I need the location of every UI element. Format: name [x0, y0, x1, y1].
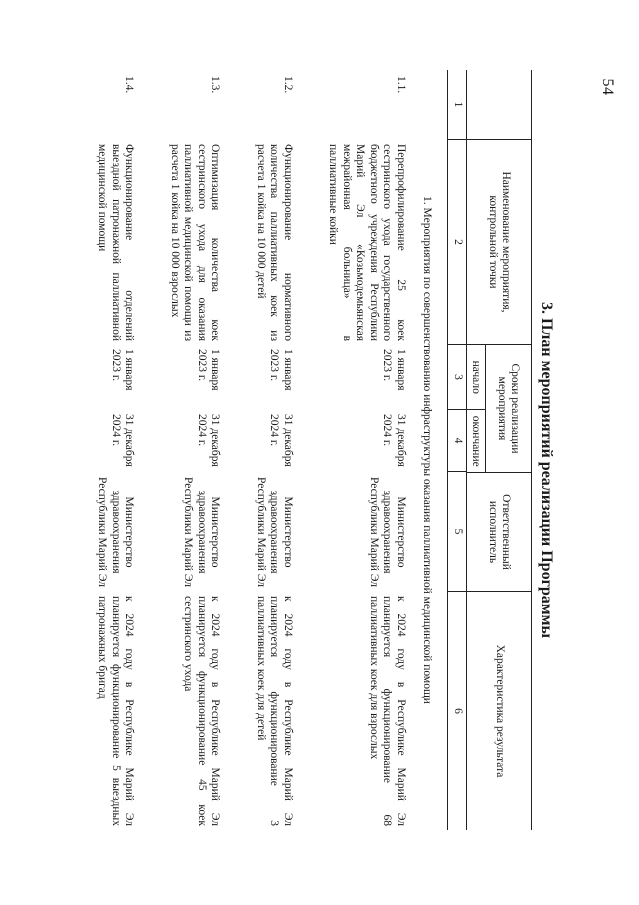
row-result: к 2024 году в Республике Марий Эл планируется функционирование 45 коек сестринского ухода	[182, 596, 222, 826]
table-row	[224, 70, 297, 830]
row-measure-name: Функционирование нормативного количества паллиативных коек из расчета 1 койка на 10 000 детей	[255, 144, 294, 341]
row-measure-name: Оптимизация количества коек сестринского ухода для оказания паллиативной медицинской помощи из расчета 1 койка на 10 000 взрослых	[169, 144, 222, 341]
table-header	[466, 70, 532, 830]
column-number: 5	[448, 472, 466, 592]
row-number: 1.4.	[123, 76, 136, 94]
table-row	[65, 70, 138, 830]
row-start-date: 1 января 2023 г.	[196, 349, 222, 391]
header-start: начало	[467, 345, 485, 410]
row-responsible: Министерство здравоохранения Республики Марий Эл	[96, 476, 136, 587]
page-number: 54	[599, 78, 616, 96]
table-row	[296, 70, 409, 830]
header-number-cell	[467, 70, 531, 140]
row-end-date: 31 декабря 2024 г.	[196, 414, 222, 467]
plan-table	[65, 70, 532, 830]
column-number: 3	[448, 345, 466, 410]
row-measure-name: Перепрофилирование 25 коек сестринского ухода государственного бюджетного учреждения Республики Марий Эл «Козьмодемьянская межрайонная больница» в паллиативные койки	[327, 144, 407, 341]
document-title: 3. План мероприятий реализации Программы	[538, 301, 555, 639]
row-end-date: 31 декабря 2024 г.	[110, 414, 136, 467]
row-responsible: Министерство здравоохранения Республики Марий Эл	[182, 476, 222, 587]
header-responsible: Ответственный исполнитель	[467, 472, 531, 592]
row-end-date: 31 декабря 2024 г.	[381, 414, 407, 467]
row-start-date: 1 января 2023 г.	[110, 349, 136, 391]
row-number: 1.2.	[282, 76, 294, 94]
row-result: к 2024 году в Республике Марий Эл планируется функционирование 5 выездных патронажных бригад	[96, 596, 136, 826]
header-end: окончание	[470, 415, 482, 467]
row-responsible: Министерство здравоохранения Республики Марий Эл	[368, 476, 407, 587]
header-terms-group	[467, 345, 531, 472]
header-terms: Сроки реализации мероприятия	[485, 345, 531, 472]
header-name: Наименование мероприятия, контрольной точки	[467, 140, 531, 345]
header-result: Характеристика результата	[493, 644, 506, 778]
column-number: 6	[451, 708, 464, 714]
column-number: 2	[448, 140, 466, 345]
row-start-date: 1 января 2023 г.	[268, 349, 294, 391]
row-result: к 2024 году в Республике Марий Эл планируется функционирование 3 паллиативных коек для детей	[255, 596, 294, 826]
row-result: к 2024 году в Республике Марий Эл планируется функционирование 68 паллиативных коек для взрослых	[368, 596, 407, 826]
row-measure-name: Функционирование отделений выездной патронажной паллиативной медицинской помощи	[96, 144, 136, 341]
row-start-date: 1 января 2023 г.	[381, 349, 407, 391]
table-row	[138, 70, 224, 830]
section-heading: 1. Мероприятия по совершенствованию инфраструктуры оказания паллиативной медицинской помощи	[421, 196, 433, 704]
column-numbers-row	[447, 70, 466, 830]
row-number: 1.1.	[395, 76, 407, 94]
row-responsible: Министерство здравоохранения Республики Марий Эл	[255, 476, 294, 587]
row-end-date: 31 декабря 2024 г.	[268, 414, 294, 467]
row-number: 1.3.	[209, 76, 222, 94]
column-number: 4	[448, 410, 466, 472]
column-number: 1	[448, 70, 466, 140]
document-page	[0, 70, 560, 830]
